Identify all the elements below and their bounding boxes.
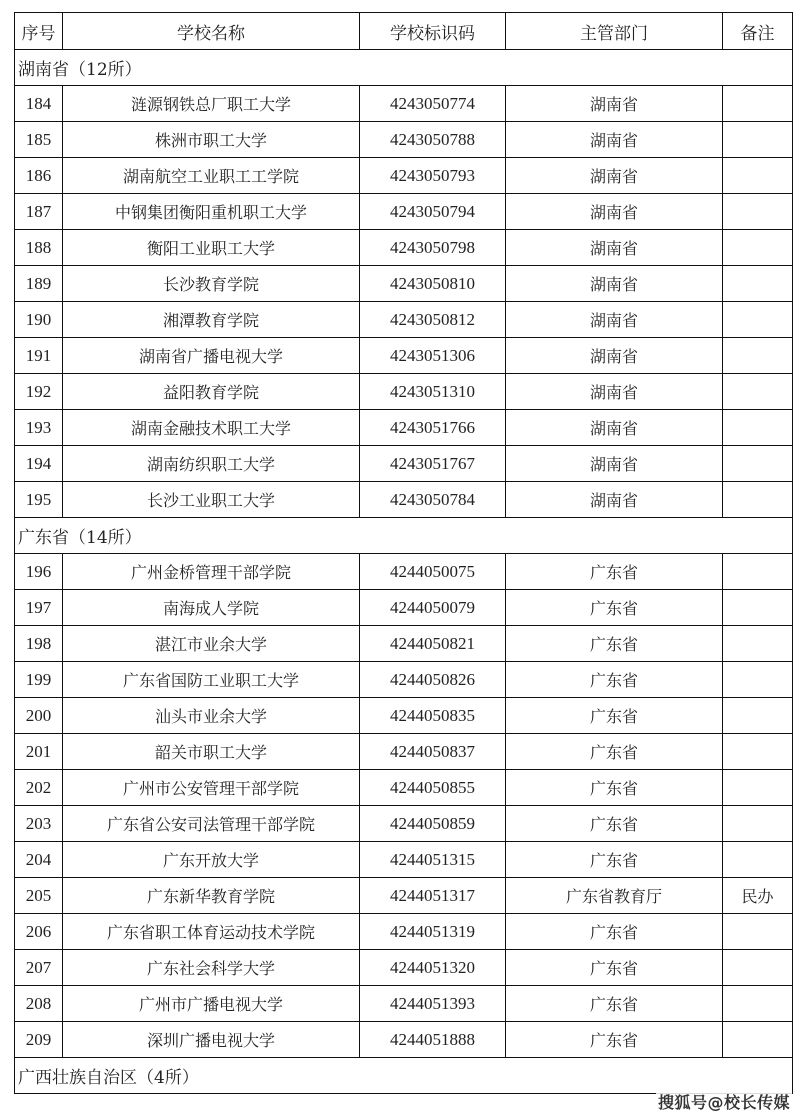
- school-name: 益阳教育学院: [63, 374, 360, 410]
- row-number: 200: [15, 698, 63, 734]
- table-row: [15, 842, 793, 878]
- header-row: [15, 13, 793, 50]
- table-row: [15, 878, 793, 914]
- department: 广东省: [506, 950, 723, 986]
- table-row: [15, 1022, 793, 1058]
- note: [723, 950, 793, 986]
- school-code: 4244051317: [360, 878, 506, 914]
- table-row: [15, 734, 793, 770]
- row-number: 191: [15, 338, 63, 374]
- section-title: 湖南省（12所）: [15, 50, 793, 86]
- table-body: [15, 50, 793, 1094]
- table-row: [15, 158, 793, 194]
- note: [723, 482, 793, 518]
- school-code: 4244050075: [360, 554, 506, 590]
- row-number: 192: [15, 374, 63, 410]
- school-code: 4243050794: [360, 194, 506, 230]
- school-name: 湖南省广播电视大学: [63, 338, 360, 374]
- school-name: 湖南金融技术职工大学: [63, 410, 360, 446]
- school-code: 4244051393: [360, 986, 506, 1022]
- table-row: [15, 374, 793, 410]
- school-name: 衡阳工业职工大学: [63, 230, 360, 266]
- school-name: 湖南纺织职工大学: [63, 446, 360, 482]
- department: 湖南省: [506, 338, 723, 374]
- note: [723, 230, 793, 266]
- school-code: 4244051315: [360, 842, 506, 878]
- table-row: [15, 986, 793, 1022]
- row-number: 198: [15, 626, 63, 662]
- row-number: 185: [15, 122, 63, 158]
- section-title: 广西壮族自治区（4所）: [15, 1058, 793, 1094]
- school-name: 广州市公安管理干部学院: [63, 770, 360, 806]
- school-code: 4243051767: [360, 446, 506, 482]
- note: [723, 662, 793, 698]
- department: 广东省: [506, 734, 723, 770]
- school-code: 4244050837: [360, 734, 506, 770]
- department: 湖南省: [506, 266, 723, 302]
- department: 湖南省: [506, 374, 723, 410]
- school-code: 4244050855: [360, 770, 506, 806]
- school-name: 湛江市业余大学: [63, 626, 360, 662]
- school-code: 4244050835: [360, 698, 506, 734]
- school-name: 广东省职工体育运动技术学院: [63, 914, 360, 950]
- row-number: 188: [15, 230, 63, 266]
- table-row: [15, 230, 793, 266]
- school-code: 4243050812: [360, 302, 506, 338]
- school-code: 4243051306: [360, 338, 506, 374]
- row-number: 199: [15, 662, 63, 698]
- note: [723, 590, 793, 626]
- school-code: 4244050859: [360, 806, 506, 842]
- department: 广东省: [506, 554, 723, 590]
- school-name: 广东社会科学大学: [63, 950, 360, 986]
- note: [723, 554, 793, 590]
- row-number: 205: [15, 878, 63, 914]
- row-number: 189: [15, 266, 63, 302]
- department: 广东省: [506, 986, 723, 1022]
- school-list-table: [14, 12, 793, 1094]
- header-note: 备注: [723, 13, 793, 50]
- table-row: [15, 806, 793, 842]
- school-name: 湖南航空工业职工工学院: [63, 158, 360, 194]
- school-code: 4243050793: [360, 158, 506, 194]
- note: 民办: [723, 878, 793, 914]
- row-number: 190: [15, 302, 63, 338]
- school-name: 广东开放大学: [63, 842, 360, 878]
- row-number: 196: [15, 554, 63, 590]
- row-number: 194: [15, 446, 63, 482]
- row-number: 209: [15, 1022, 63, 1058]
- watermark: 搜狐号@校长传媒: [656, 1090, 792, 1113]
- section-title: 广东省（14所）: [15, 518, 793, 554]
- department: 湖南省: [506, 194, 723, 230]
- table-row: [15, 446, 793, 482]
- header-school-name: 学校名称: [63, 13, 360, 50]
- school-name: 深圳广播电视大学: [63, 1022, 360, 1058]
- department: 广东省: [506, 914, 723, 950]
- school-name: 长沙工业职工大学: [63, 482, 360, 518]
- note: [723, 374, 793, 410]
- school-code: 4243051310: [360, 374, 506, 410]
- table-row: [15, 86, 793, 122]
- note: [723, 698, 793, 734]
- row-number: 202: [15, 770, 63, 806]
- note: [723, 446, 793, 482]
- note: [723, 86, 793, 122]
- row-number: 204: [15, 842, 63, 878]
- table-row: [15, 554, 793, 590]
- note: [723, 986, 793, 1022]
- school-name: 汕头市业余大学: [63, 698, 360, 734]
- section-row: [15, 518, 793, 554]
- table-row: [15, 662, 793, 698]
- department: 湖南省: [506, 86, 723, 122]
- school-code: 4244050079: [360, 590, 506, 626]
- note: [723, 266, 793, 302]
- row-number: 184: [15, 86, 63, 122]
- note: [723, 914, 793, 950]
- school-code: 4243050810: [360, 266, 506, 302]
- note: [723, 842, 793, 878]
- table-row: [15, 266, 793, 302]
- note: [723, 1022, 793, 1058]
- school-code: 4243050798: [360, 230, 506, 266]
- row-number: 203: [15, 806, 63, 842]
- row-number: 186: [15, 158, 63, 194]
- school-name: 涟源钢铁总厂职工大学: [63, 86, 360, 122]
- department: 广东省: [506, 626, 723, 662]
- school-code: 4244051320: [360, 950, 506, 986]
- table-row: [15, 410, 793, 446]
- note: [723, 734, 793, 770]
- department: 广东省: [506, 806, 723, 842]
- department: 湖南省: [506, 302, 723, 338]
- note: [723, 410, 793, 446]
- header-school-code: 学校标识码: [360, 13, 506, 50]
- table-row: [15, 122, 793, 158]
- header-no: 序号: [15, 13, 63, 50]
- department: 湖南省: [506, 446, 723, 482]
- school-name: 广州市广播电视大学: [63, 986, 360, 1022]
- row-number: 201: [15, 734, 63, 770]
- note: [723, 770, 793, 806]
- table-row: [15, 482, 793, 518]
- table-row: [15, 302, 793, 338]
- table-row: [15, 626, 793, 662]
- department: 湖南省: [506, 122, 723, 158]
- school-code: 4243050784: [360, 482, 506, 518]
- table-row: [15, 338, 793, 374]
- row-number: 195: [15, 482, 63, 518]
- department: 广东省: [506, 662, 723, 698]
- school-name: 湘潭教育学院: [63, 302, 360, 338]
- note: [723, 806, 793, 842]
- school-name: 广东新华教育学院: [63, 878, 360, 914]
- department: 广东省: [506, 1022, 723, 1058]
- note: [723, 122, 793, 158]
- department: 广东省: [506, 770, 723, 806]
- note: [723, 338, 793, 374]
- row-number: 187: [15, 194, 63, 230]
- school-name: 广东省国防工业职工大学: [63, 662, 360, 698]
- school-code: 4243050788: [360, 122, 506, 158]
- table-row: [15, 914, 793, 950]
- row-number: 197: [15, 590, 63, 626]
- header-department: 主管部门: [506, 13, 723, 50]
- school-name: 韶关市职工大学: [63, 734, 360, 770]
- table-row: [15, 770, 793, 806]
- department: 湖南省: [506, 230, 723, 266]
- department: 湖南省: [506, 482, 723, 518]
- school-code: 4244050821: [360, 626, 506, 662]
- school-code: 4243050774: [360, 86, 506, 122]
- school-code: 4244051888: [360, 1022, 506, 1058]
- department: 湖南省: [506, 410, 723, 446]
- school-code: 4244050826: [360, 662, 506, 698]
- table-row: [15, 194, 793, 230]
- section-row: [15, 50, 793, 86]
- school-name: 株洲市职工大学: [63, 122, 360, 158]
- note: [723, 626, 793, 662]
- table-row: [15, 590, 793, 626]
- department: 广东省教育厅: [506, 878, 723, 914]
- row-number: 207: [15, 950, 63, 986]
- school-name: 广州金桥管理干部学院: [63, 554, 360, 590]
- table-row: [15, 698, 793, 734]
- school-name: 中钢集团衡阳重机职工大学: [63, 194, 360, 230]
- department: 湖南省: [506, 158, 723, 194]
- school-name: 长沙教育学院: [63, 266, 360, 302]
- department: 广东省: [506, 590, 723, 626]
- school-code: 4243051766: [360, 410, 506, 446]
- school-name: 广东省公安司法管理干部学院: [63, 806, 360, 842]
- row-number: 206: [15, 914, 63, 950]
- row-number: 208: [15, 986, 63, 1022]
- note: [723, 158, 793, 194]
- school-code: 4244051319: [360, 914, 506, 950]
- section-row: [15, 1058, 793, 1094]
- department: 广东省: [506, 842, 723, 878]
- school-name: 南海成人学院: [63, 590, 360, 626]
- department: 广东省: [506, 698, 723, 734]
- table-row: [15, 950, 793, 986]
- note: [723, 194, 793, 230]
- note: [723, 302, 793, 338]
- row-number: 193: [15, 410, 63, 446]
